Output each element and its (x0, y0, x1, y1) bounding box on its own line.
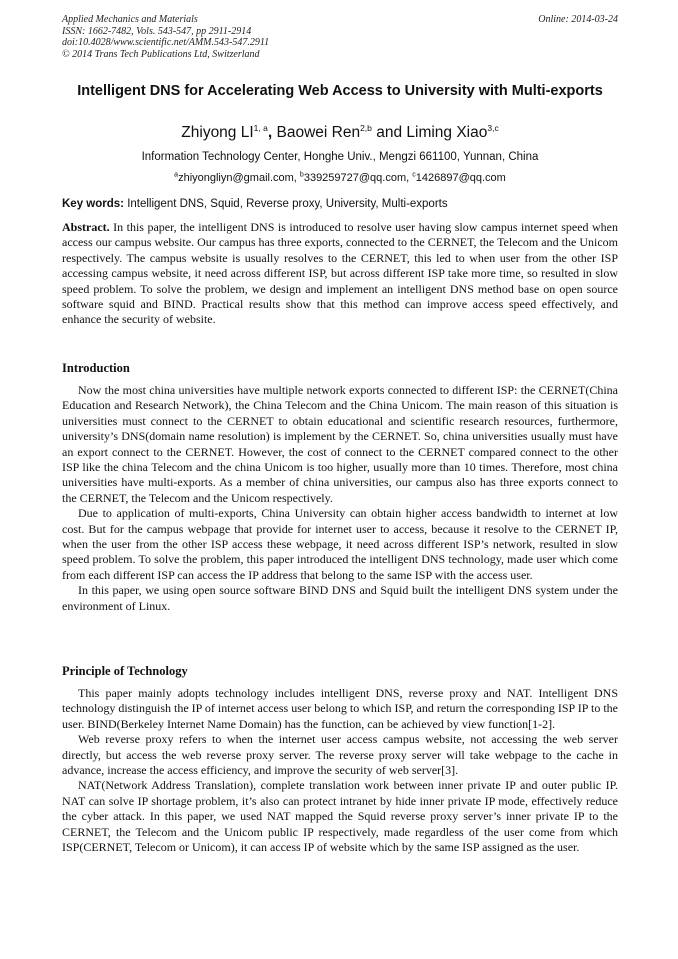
paragraph: This paper mainly adopts technology includes intelligent DNS, reverse proxy and NAT. Intelligent DNS technology distinguish the IP of internet access user belong to which ISP, and return the corresponding ISP IP to the user. BIND(Berkeley Internet Name Domain) has the function, can be achieved by view function[1-2]. (62, 686, 618, 731)
paper-title: Intelligent DNS for Accelerating Web Access to University with Multi-exports (77, 83, 603, 99)
email-a: zhiyongliyn@gmail.com (178, 172, 294, 184)
abstract (62, 220, 618, 328)
author-line (62, 123, 618, 143)
online-date: Online: 2014-03-24 (538, 14, 618, 25)
paragraph: Web reverse proxy refers to when the internet user access campus website, not accessing the web server directly, but access the web reverse proxy server. The reverse proxy server will take webpage to the cache in advance, increase the access efficiency, and improve the security of web server[3]. (62, 732, 618, 778)
paragraph: Due to application of multi-exports, China University can obtain higher access bandwidth to internet at low cost. But for the campus webpage that provide for internet user to access, because it resolve to the CERNET IP, when the user from the other ISP access these webpage, it need across different ISP’s network, resulted in slow speed problem. To solve the problem, this paper introduced the intelligent DNS technology, made user which come from each different ISP can access the IP address that belong to the same ISP with the access user. (62, 506, 618, 582)
paragraph: Now the most china universities have multiple network exports connected to different ISP: the CERNET(China Education and Research Network), the China Telecom and the China Unicom. The main reason of this situation is universities must connect to the CERNET to obtain educational and scientific research resources, furthermore, university’s DNS(domain name resolution) is implement by the CERNET. So, china universities usually must have an export connect to the CERNET. However, the cost of connect to the CERNET compared connect to the other ISP like the china Telecom and the china Unicom is too higher, usually more than 10 times. Therefore, most china universities have multi-exports. As a member of china universities, our campus also has three exports connect to the CERNET, the Telecom and the Unicom respectively. (62, 383, 618, 505)
paragraph: In this paper, we using open source software BIND DNS and Squid built the intelligent DNS system under the environment of Linux. (62, 583, 618, 613)
paragraph: NAT(Network Address Translation), complete translation work between inner private IP and outer public IP. NAT can solve IP shortage problem, it’s also can protect intranet by hide inner private IP mode, effectively reduce the cyber attack. In this paper, we used NAT mapped the Squid reverse proxy server’s inner private IP to the CERNET, the Telecom and the Unicom public IP respectively, made regardless of the user come from which ISP(CERNET, Telecom or Unicom), it can access IP of website which by the same ISP assigned as the user. (62, 778, 618, 855)
email-b-marker: b (299, 171, 304, 179)
section-heading-introduction: Introduction (62, 361, 130, 375)
abstract-label: Abstract. (62, 220, 110, 234)
journal-header (62, 14, 618, 60)
issn-line: ISSN: 1662-7482, Vols. 543-547, pp 2911-2914 (62, 25, 252, 37)
keywords (62, 197, 618, 211)
author-1-affil: 1, a (253, 122, 268, 133)
author-3-affil: 3,c (487, 122, 499, 133)
email-separator: , (293, 172, 300, 184)
doi-line: doi:10.4028/www.scientific.net/AMM.543-547.2911 (62, 37, 270, 48)
author-separator: , (267, 124, 277, 141)
email-c: 1426897@qq.com (415, 172, 506, 184)
email-separator: , (406, 172, 413, 184)
journal-name: Applied Mechanics and Materials (62, 14, 198, 25)
email-b: 339259727@qq.com (303, 172, 407, 184)
keywords-text: Intelligent DNS, Squid, Reverse proxy, University, Multi-exports (124, 198, 448, 210)
section-heading-principle: Principle of Technology (62, 664, 188, 678)
author-separator: and (371, 124, 407, 141)
email-c-marker: c (412, 171, 416, 179)
abstract-text: In this paper, the intelligent DNS is introduced to resolve user having slow campus internet speed when access our campus website. Our campus has three exports, connected to the CERNET, the Telecom and the Unicom respectively. The campus website is usually resolves to the CERNET, this led to when user from the other ISP accessing campus website, it need across different ISP, but across different ISP take more time, so resulted in slow speed problem. To solve the problem, we design and implement an intelligent DNS method base on open source software squid and BIND. Practical results show that this method can improve access speed effectively, and enhance the security of website. (62, 220, 618, 327)
author-2: Baowei Ren (276, 124, 361, 141)
copyright-line: © 2014 Trans Tech Publications Ltd, Switzerland (62, 48, 260, 60)
author-3: Liming Xiao (406, 124, 488, 141)
principle-body (62, 686, 618, 855)
introduction-body (62, 383, 618, 614)
email-line (62, 171, 618, 185)
email-a-marker: a (174, 171, 179, 179)
author-1: Zhiyong LI (181, 124, 254, 141)
author-2-affil: 2,b (360, 122, 372, 133)
keywords-label: Key words: (62, 198, 124, 210)
affiliation: Information Technology Center, Honghe Univ., Mengzi 661100, Yunnan, China (141, 151, 539, 163)
